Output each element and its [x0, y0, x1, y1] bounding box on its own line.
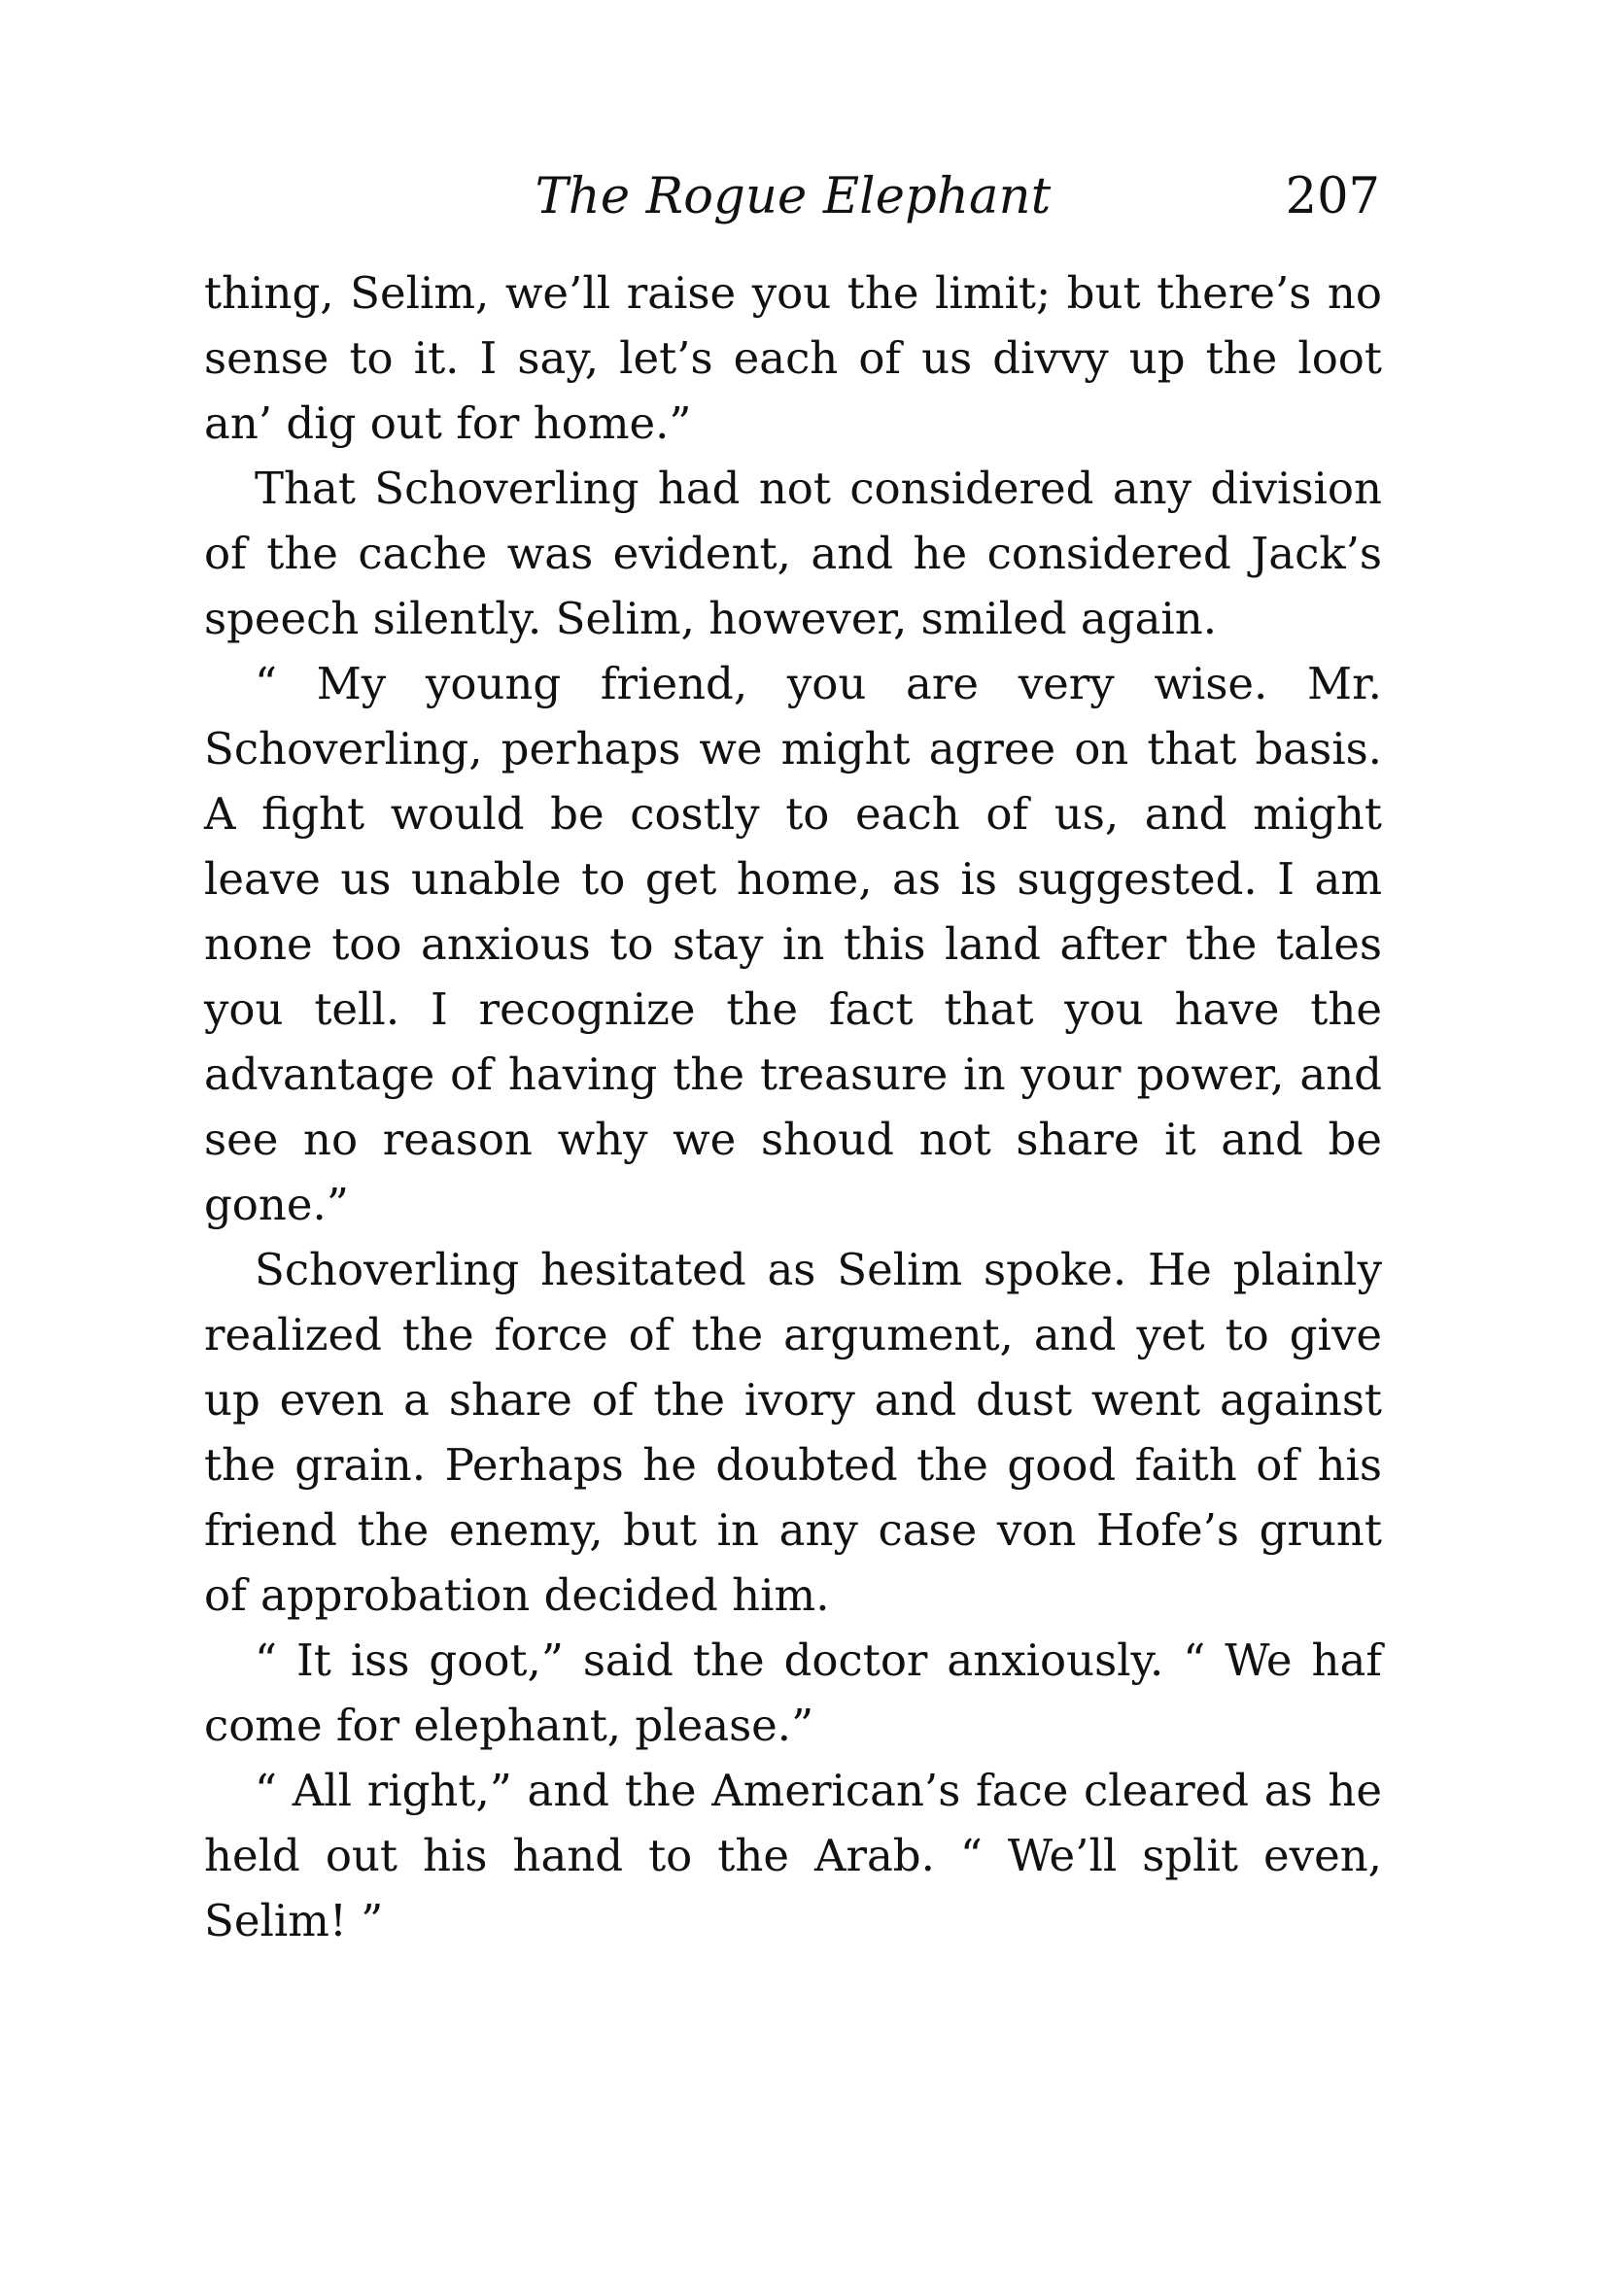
page-number: 207	[1285, 168, 1380, 225]
paragraph-1: thing, Selim, we’ll raise you the limit; but there’s no sense to it. I say, let’s each of us divvy up the loot an’ dig out for home.”	[204, 267, 1382, 449]
page-text	[204, 260, 1382, 1953]
book-page	[204, 163, 1382, 2107]
running-head	[204, 163, 1382, 231]
paragraph-6: “ All right,” and the American’s face cleared as he held out his hand to the Arab. “ We’ll split even, Selim! ”	[204, 1765, 1382, 1946]
running-title: The Rogue Elephant	[535, 168, 1052, 225]
paragraph-2: That Schoverling had not considered any division of the cache was evident, and he considered Jack’s speech silently. Selim, however, smiled again.	[204, 463, 1382, 644]
paragraph-4: Schoverling hesitated as Selim spoke. He plainly realized the force of the argument, and yet to give up even a share of the ivory and dust went against the grain. Perhaps he doubted the good faith of his friend the enemy, but in any case von Hofe’s grunt of approbation decided him.	[204, 1244, 1382, 1621]
paragraph-3: “ My young friend, you are very wise. Mr. Schoverling, perhaps we might agree on that basis. A fight would be costly to each of us, and might leave us unable to get home, as is suggested. I am none too anxious to stay in this land after the tales you tell. I recognize the fact that you have the advantage of having the treasure in your power, and see no reason why we shoud not share it and be gone.”	[204, 658, 1382, 1230]
paragraph-5: “ It iss goot,” said the doctor anxiously. “ We haf come for elephant, please.”	[204, 1634, 1382, 1751]
